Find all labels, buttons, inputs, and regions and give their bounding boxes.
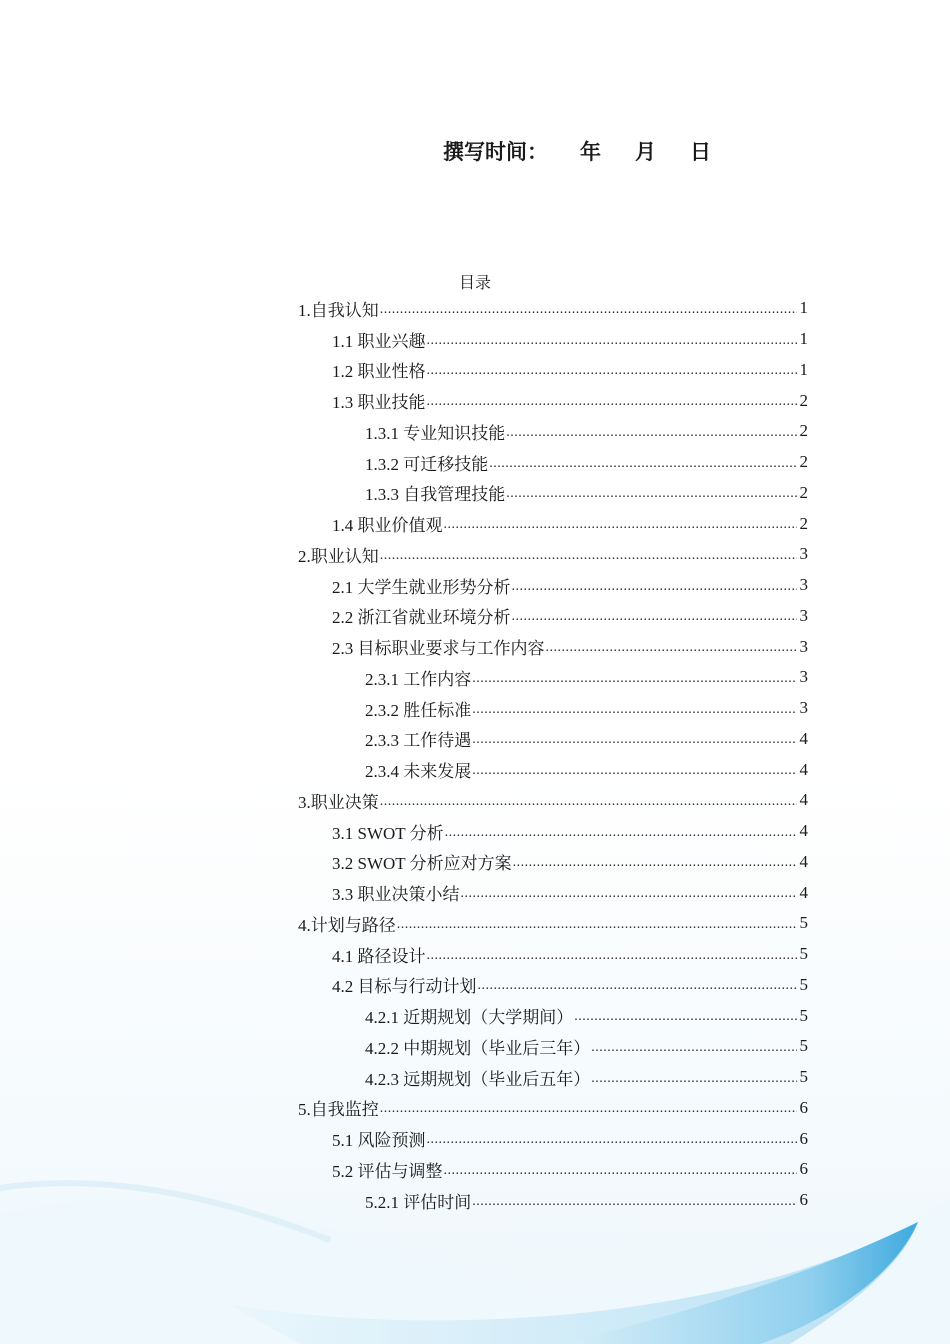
toc-entry-label: 4.2.2 中期规划（毕业后三年）	[365, 1038, 591, 1058]
toc-entry[interactable]	[298, 570, 808, 601]
toc-page-number: 6	[799, 1128, 808, 1148]
toc-entry-label: 1.1 职业兴趣	[332, 331, 426, 351]
toc-page-number: 5	[799, 913, 808, 933]
toc-page-number: 5	[799, 1067, 808, 1087]
toc-dot-leader	[427, 363, 798, 385]
toc-dot-leader	[574, 1009, 797, 1031]
toc-dot-leader	[380, 302, 797, 324]
toc-entry[interactable]	[298, 324, 808, 355]
toc-dot-leader	[427, 394, 798, 416]
toc-dot-leader	[472, 732, 797, 754]
toc-dot-leader	[427, 333, 798, 355]
toc-page-number: 3	[799, 698, 808, 718]
toc-entry-label: 3.职业决策	[298, 792, 379, 812]
toc-entry[interactable]	[298, 1000, 808, 1031]
toc-entry[interactable]	[298, 601, 808, 632]
toc-entry[interactable]	[298, 785, 808, 816]
toc-entry-label: 4.计划与路径	[298, 915, 396, 935]
toc-dot-leader	[472, 1194, 797, 1216]
toc-page-number: 4	[799, 851, 808, 871]
toc-entry-label: 1.3.3 自我管理技能	[365, 485, 506, 505]
toc-entry-label: 2.1 大学生就业形势分析	[332, 577, 511, 597]
toc-dot-leader	[506, 425, 797, 447]
toc-entry-label: 3.1 SWOT 分析	[332, 823, 444, 843]
toc-dot-leader	[512, 609, 798, 631]
toc-entry-label: 3.2 SWOT 分析应对方案	[332, 854, 512, 874]
toc-page-number: 5	[799, 1005, 808, 1025]
toc-entry[interactable]	[298, 385, 808, 416]
toc-dot-leader	[472, 763, 797, 785]
toc-entry-label: 2.职业认知	[298, 546, 379, 566]
toc-page-number: 3	[799, 575, 808, 595]
toc-entry-label: 5.自我监控	[298, 1100, 379, 1120]
year-label: 年	[580, 140, 601, 164]
toc-page-number: 6	[799, 1190, 808, 1210]
toc-entry-label: 4.2.3 远期规划（毕业后五年）	[365, 1069, 591, 1089]
toc-entry[interactable]	[298, 1123, 808, 1154]
toc-page-number: 2	[799, 421, 808, 441]
toc-page-number: 4	[799, 790, 808, 810]
toc-page-number: 3	[799, 636, 808, 656]
toc-page-number: 6	[799, 1097, 808, 1117]
toc-entry[interactable]	[298, 1093, 808, 1124]
toc-dot-leader	[512, 579, 798, 601]
toc-page-number: 4	[799, 728, 808, 748]
toc-entry[interactable]	[298, 1154, 808, 1185]
toc-entry[interactable]	[298, 539, 808, 570]
toc-page-number: 5	[799, 944, 808, 964]
toc-entry-label: 1.2 职业性格	[332, 362, 426, 382]
toc-dot-leader	[397, 917, 797, 939]
toc-page-number: 6	[799, 1159, 808, 1179]
toc-dot-leader	[380, 548, 797, 570]
toc-dot-leader	[478, 978, 798, 1000]
toc-dot-leader	[472, 702, 797, 724]
toc-entry[interactable]	[298, 754, 808, 785]
toc-dot-leader	[546, 640, 798, 662]
toc-dot-leader	[427, 1132, 798, 1154]
day-label: 日	[690, 140, 711, 164]
toc-entry[interactable]	[298, 508, 808, 539]
toc-page-number: 4	[799, 882, 808, 902]
toc-page-number: 1	[799, 359, 808, 379]
toc-page-number: 3	[799, 605, 808, 625]
toc-entry-label: 1.3.2 可迁移技能	[365, 454, 489, 474]
toc-entry[interactable]	[298, 877, 808, 908]
toc-entry-label: 2.3.1 工作内容	[365, 669, 472, 689]
month-label: 月	[635, 140, 656, 164]
toc-dot-leader	[489, 456, 797, 478]
toc-entry-label: 4.2.1 近期规划（大学期间）	[365, 1008, 574, 1028]
toc-entry[interactable]	[298, 1185, 808, 1216]
toc-entry-label: 5.2 评估与调整	[332, 1161, 443, 1181]
toc-entry[interactable]	[298, 847, 808, 878]
toc-page-number: 2	[799, 482, 808, 502]
toc-dot-leader	[472, 671, 797, 693]
toc-page-number: 3	[799, 544, 808, 564]
toc-page-number: 2	[799, 390, 808, 410]
toc-dot-leader	[444, 517, 798, 539]
toc-entry[interactable]	[298, 662, 808, 693]
toc-page-number: 1	[799, 298, 808, 318]
toc-entry[interactable]	[298, 416, 808, 447]
writing-date-line	[443, 136, 711, 166]
toc-entry-label: 2.3.2 胜任标准	[365, 700, 472, 720]
toc-dot-leader	[591, 1071, 797, 1093]
toc-dot-leader	[513, 855, 797, 877]
toc-entry-label: 1.4 职业价值观	[332, 516, 443, 536]
toc-entry-label: 2.3.4 未来发展	[365, 762, 472, 782]
toc-entry[interactable]	[298, 447, 808, 478]
toc-entry[interactable]	[298, 908, 808, 939]
toc-entry-label: 1.自我认知	[298, 300, 379, 320]
toc-entry-label: 4.2 目标与行动计划	[332, 977, 477, 997]
toc-dot-leader	[380, 1101, 797, 1123]
toc-entry[interactable]	[298, 631, 808, 662]
toc-entry-label: 5.1 风险预测	[332, 1131, 426, 1151]
toc-page-number: 2	[799, 452, 808, 472]
toc-entry[interactable]	[298, 293, 808, 324]
toc-entry[interactable]	[298, 970, 808, 1001]
toc-page-number: 4	[799, 759, 808, 779]
toc-entry-label: 2.3 目标职业要求与工作内容	[332, 639, 545, 659]
toc-entry[interactable]	[298, 693, 808, 724]
toc-page-number: 1	[799, 329, 808, 349]
toc-entry-label: 2.3.3 工作待遇	[365, 731, 472, 751]
toc-entry[interactable]	[298, 1062, 808, 1093]
toc-page-number: 4	[799, 821, 808, 841]
toc-entry-label: 3.3 职业决策小结	[332, 885, 460, 905]
toc-entry[interactable]	[298, 939, 808, 970]
toc-title: 目录	[458, 275, 491, 292]
toc-page-number: 5	[799, 974, 808, 994]
toc-dot-leader	[380, 794, 797, 816]
toc-entry-label: 4.1 路径设计	[332, 946, 426, 966]
toc-dot-leader	[591, 1040, 797, 1062]
toc-page-number: 5	[799, 1036, 808, 1056]
table-of-contents	[298, 293, 808, 1216]
toc-page-number: 3	[799, 667, 808, 687]
toc-entry-label: 1.3.1 专业知识技能	[365, 423, 506, 443]
toc-dot-leader	[444, 1163, 798, 1185]
toc-entry[interactable]	[298, 478, 808, 509]
toc-entry[interactable]	[298, 816, 808, 847]
toc-entry-label: 5.2.1 评估时间	[365, 1192, 472, 1212]
date-label: 撰写时间：	[443, 140, 548, 164]
toc-dot-leader	[445, 825, 797, 847]
toc-dot-leader	[427, 948, 798, 970]
toc-entry-label: 2.2 浙江省就业环境分析	[332, 608, 511, 628]
toc-entry[interactable]	[298, 724, 808, 755]
toc-entry[interactable]	[298, 355, 808, 386]
toc-dot-leader	[461, 886, 798, 908]
toc-page-number: 2	[799, 513, 808, 533]
toc-dot-leader	[506, 486, 797, 508]
toc-entry[interactable]	[298, 1031, 808, 1062]
toc-entry-label: 1.3 职业技能	[332, 393, 426, 413]
